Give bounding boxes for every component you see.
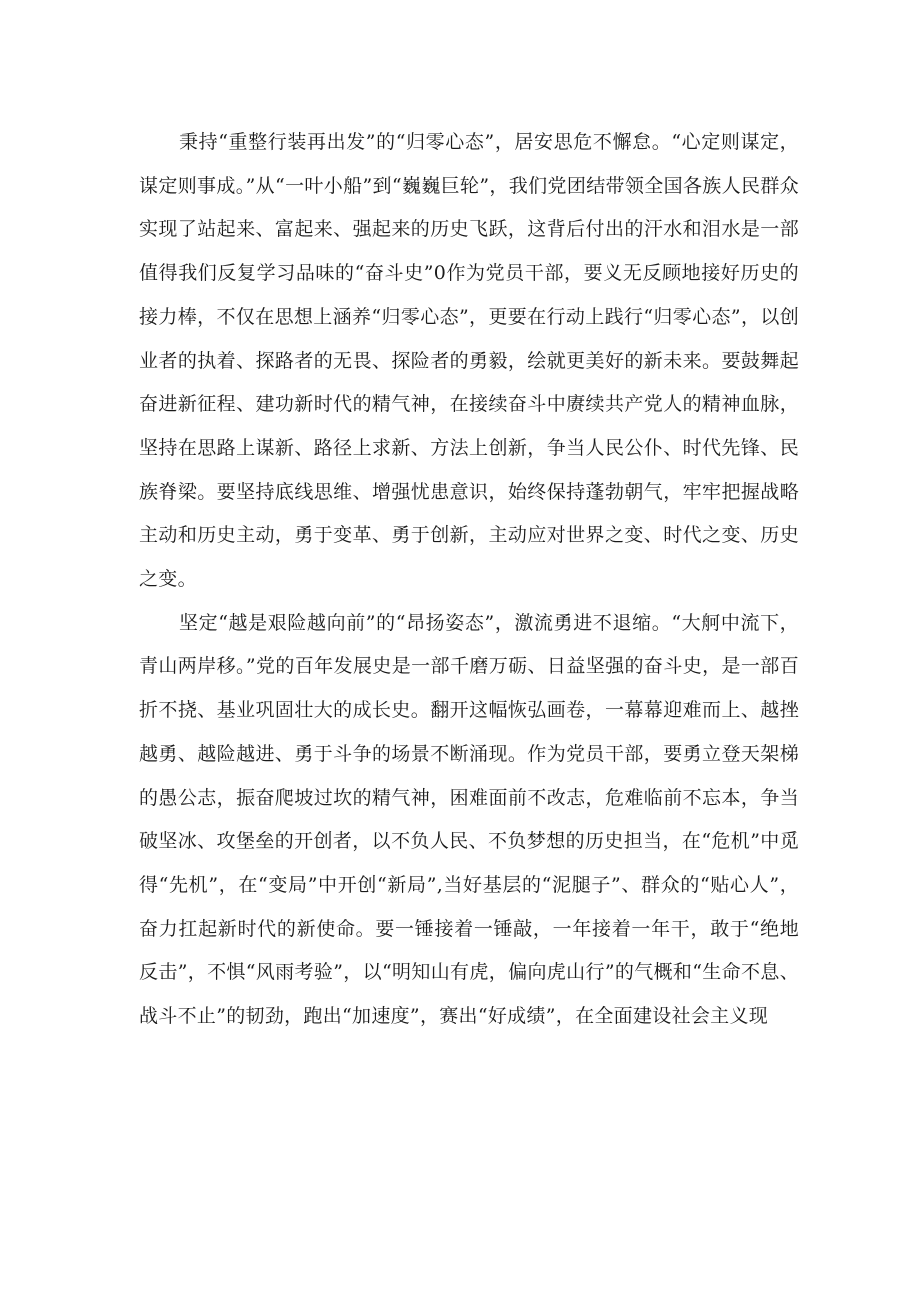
document-body bbox=[139, 121, 799, 1039]
paragraph-high-spirits: 坚定“越是艰险越向前”的“昂扬姿态”，激流勇进不退缩。“大舸中流下，青山两岸移。”党的百年发展史是一部千磨万砺、日益坚强的奋斗史，是一部百折不挠、基业巩固壮大的成长史。翻开这幅恢弘画卷，一幕幕迎难而上、越挫越勇、越险越进、勇于斗争的场景不断涌现。作为党员干部，要勇立登天架梯的愚公志，振奋爬坡过坎的精气神，困难面前不改志，危难临前不忘本，争当破坚冰、攻堡垒的开创者，以不负人民、不负梦想的历史担当，在“危机”中觅得“先机”，在“变局”中开创“新局”,当好基层的“泥腿子”、群众的“贴心人”，奋力扛起新时代的新使命。要一锤接着一锤敲，一年接着一年干，敢于“绝地反击”，不惧“风雨考验”，以“明知山有虎，偏向虎山行”的气概和“生命不息、战斗不止”的韧劲，跑出“加速度”，赛出“好成绩”，在全面建设社会主义现 bbox=[139, 611, 799, 1028]
paragraph-zero-mindset: 秉持“重整行装再出发”的“归零心态”，居安思危不懈怠。“心定则谋定，谋定则事成。”从“一叶小船”到“巍巍巨轮”，我们党团结带领全国各族人民群众实现了站起来、富起来、强起来的历史飞跃，这背后付出的汗水和泪水是一部值得我们反复学习品味的“奋斗史”0作为党员干部，要义无反顾地接好历史的接力棒，不仅在思想上涵养“归零心态”，更要在行动上践行“归零心态”，以创业者的执着、探路者的无畏、探险者的勇毅，绘就更美好的新未来。要鼓舞起奋进新征程、建功新时代的精气神，在接续奋斗中赓续共产党人的精神血脉，坚持在思路上谋新、路径上求新、方法上创新，争当人民公仆、时代先锋、民族脊梁。要坚持底线思维、增强忧患意识，始终保持蓬勃朝气，牢牢把握战略主动和历史主动，勇于变革、勇于创新，主动应对世界之变、时代之变、历史之变。 bbox=[139, 131, 799, 591]
